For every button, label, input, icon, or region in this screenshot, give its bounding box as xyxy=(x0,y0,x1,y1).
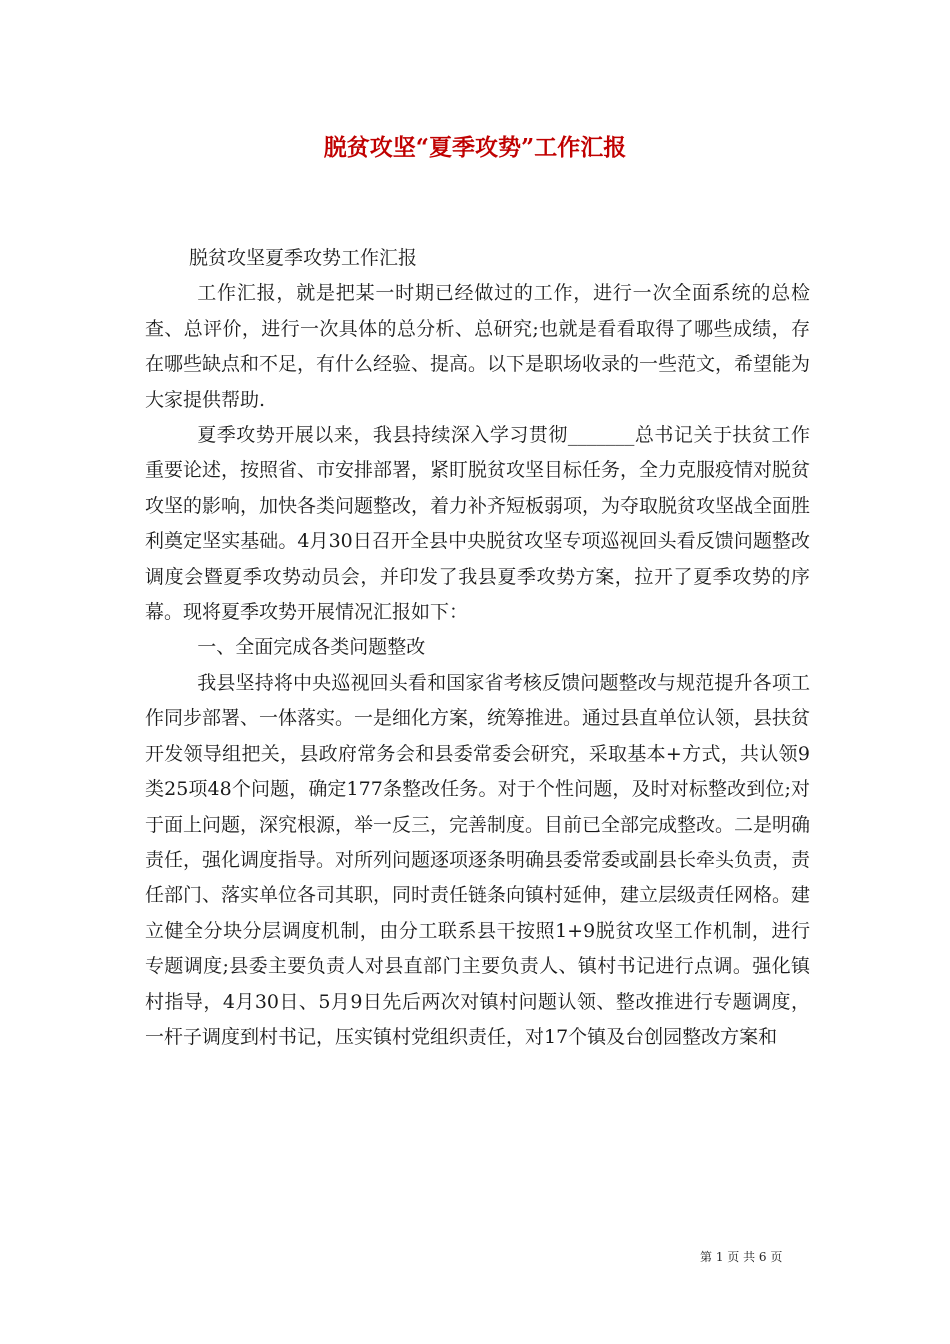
paragraph-overview: 夏季攻势开展以来，我县持续深入学习贯彻_______总书记关于扶贫工作重要论述，按照省、市安排部署，紧盯脱贫攻坚目标任务，全力克服疫情对脱贫攻坚的影响，加快各类问题整改，着力补齐短板弱项，为夺取脱贫攻坚战全面胜利奠定坚实基础。4月30日召开全县中央脱贫攻坚专项巡视回头看反馈问题整改调度会暨夏季攻势动员会，并印发了我县夏季攻势方案，拉开了夏季攻势的序幕。现将夏季攻势开展情况汇报如下： xyxy=(145,424,811,624)
page-title: 脱贫攻坚“夏季攻势”工作汇报 xyxy=(323,134,627,161)
paragraph-intro: 工作汇报，就是把某一时期已经做过的工作，进行一次全面系统的总检查、总评价，进行一次具体的总分析、总研究;也就是看看取得了哪些成绩，存在哪些缺点和不足，有什么经验、提高。以下是职场收录的一些范文，希望能为大家提供帮助. xyxy=(145,282,811,411)
document-subtitle: 脱贫攻坚夏季攻势工作汇报 xyxy=(189,247,418,269)
page-number-footer: 第 1 页 共 6 页 xyxy=(700,1250,783,1264)
section-heading: 一、全面完成各类问题整改 xyxy=(197,636,426,659)
paragraph-section-one: 我县坚持将中央巡视回头看和国家省考核反馈问题整改与规范提升各项工作同步部署、一体落实。一是细化方案，统筹推进。通过县直单位认领，县扶贫开发领导组把关，县政府常务会和县委常委会研究，采取基本+方式，共认领9类25项48个问题，确定177条整改任务。对于个性问题，及时对标整改到位;对于面上问题，深究根源，举一反三，完善制度。目前已全部完成整改。二是明确责任，强化调度指导。对所列问题逐项逐条明确县委常委或副县长牵头负责，责任部门、落实单位各司其职，同时责任链条向镇村延伸，建立层级责任网格。建立健全分块分层调度机制，由分工联系县干按照1+9脱贫攻坚工作机制，进行专题调度;县委主要负责人对县直部门主要负责人、镇村书记进行点调。强化镇村指导，4月30日、5月9日先后两次对镇村问题认领、整改推进行专题调度，一杆子调度到村书记，压实镇村党组织责任，对17个镇及台创园整改方案和 xyxy=(145,671,811,1048)
document-body xyxy=(145,241,810,1055)
